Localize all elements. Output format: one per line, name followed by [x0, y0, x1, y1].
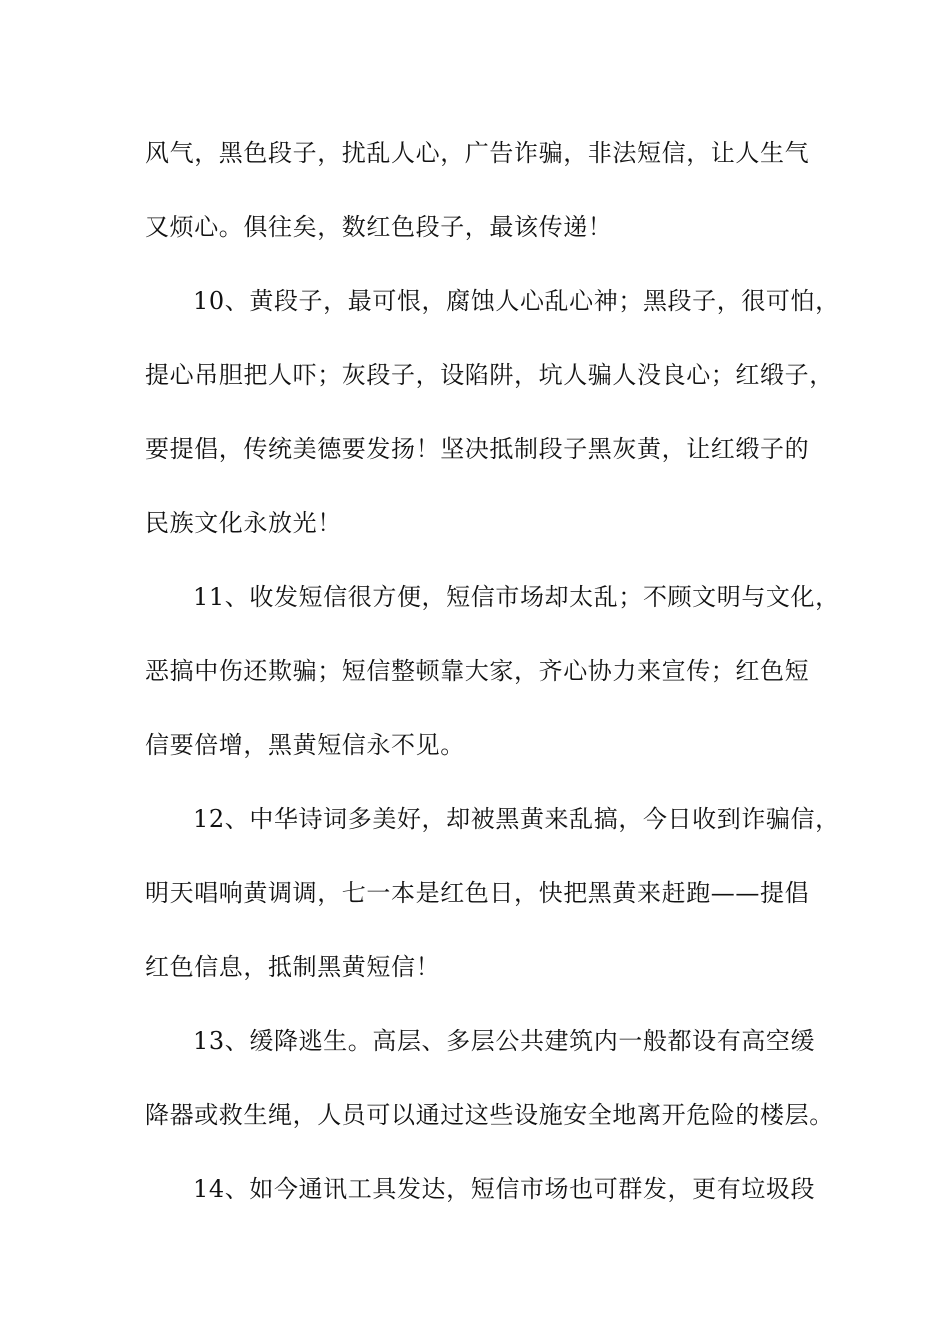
paragraph-line: 降器或救生绳，人员可以通过这些设施安全地离开危险的楼层。 [145, 1101, 834, 1129]
paragraph-13 [145, 1011, 834, 1159]
paragraph-11 [145, 567, 840, 789]
paragraph-line: 民族文化永放光！ [145, 509, 342, 537]
paragraph-line: 红色信息，抵制黑黄短信！ [145, 953, 441, 981]
paragraph-10 [145, 271, 840, 567]
document-body [145, 123, 840, 1233]
paragraph-line: 11、收发短信很方便，短信市场却太乱；不顾文明与文化， [193, 583, 840, 611]
paragraph-line: 又烦心。俱往矣，数红色段子，最该传递！ [145, 213, 613, 241]
paragraph-line: 恶搞中伤还欺骗；短信整顿靠大家，齐心协力来宣传；红色短 [145, 657, 810, 685]
paragraph-continued [145, 123, 815, 271]
paragraph-line: 信要倍增，黑黄短信永不见。 [145, 731, 465, 759]
paragraph-12 [145, 789, 840, 1011]
paragraph-line: 12、中华诗词多美好，却被黑黄来乱搞，今日收到诈骗信， [193, 805, 840, 833]
paragraph-line: 明天唱响黄调调，七一本是红色日，快把黑黄来赶跑——提倡 [145, 879, 810, 907]
paragraph-14 [145, 1159, 815, 1233]
paragraph-line: 要提倡，传统美德要发扬！坚决抵制段子黑灰黄，让红缎子的 [145, 435, 810, 463]
paragraph-line: 14、如今通讯工具发达，短信市场也可群发，更有垃圾段 [193, 1175, 816, 1203]
paragraph-line: 提心吊胆把人吓；灰段子，设陷阱，坑人骗人没良心；红缎子， [145, 361, 834, 389]
paragraph-line: 风气，黑色段子，扰乱人心，广告诈骗，非法短信，让人生气 [145, 139, 810, 167]
paragraph-line: 13、缓降逃生。高层、多层公共建筑内一般都设有高空缓 [193, 1027, 816, 1055]
paragraph-line: 10、黄段子，最可恨，腐蚀人心乱心神；黑段子，很可怕， [193, 287, 840, 315]
